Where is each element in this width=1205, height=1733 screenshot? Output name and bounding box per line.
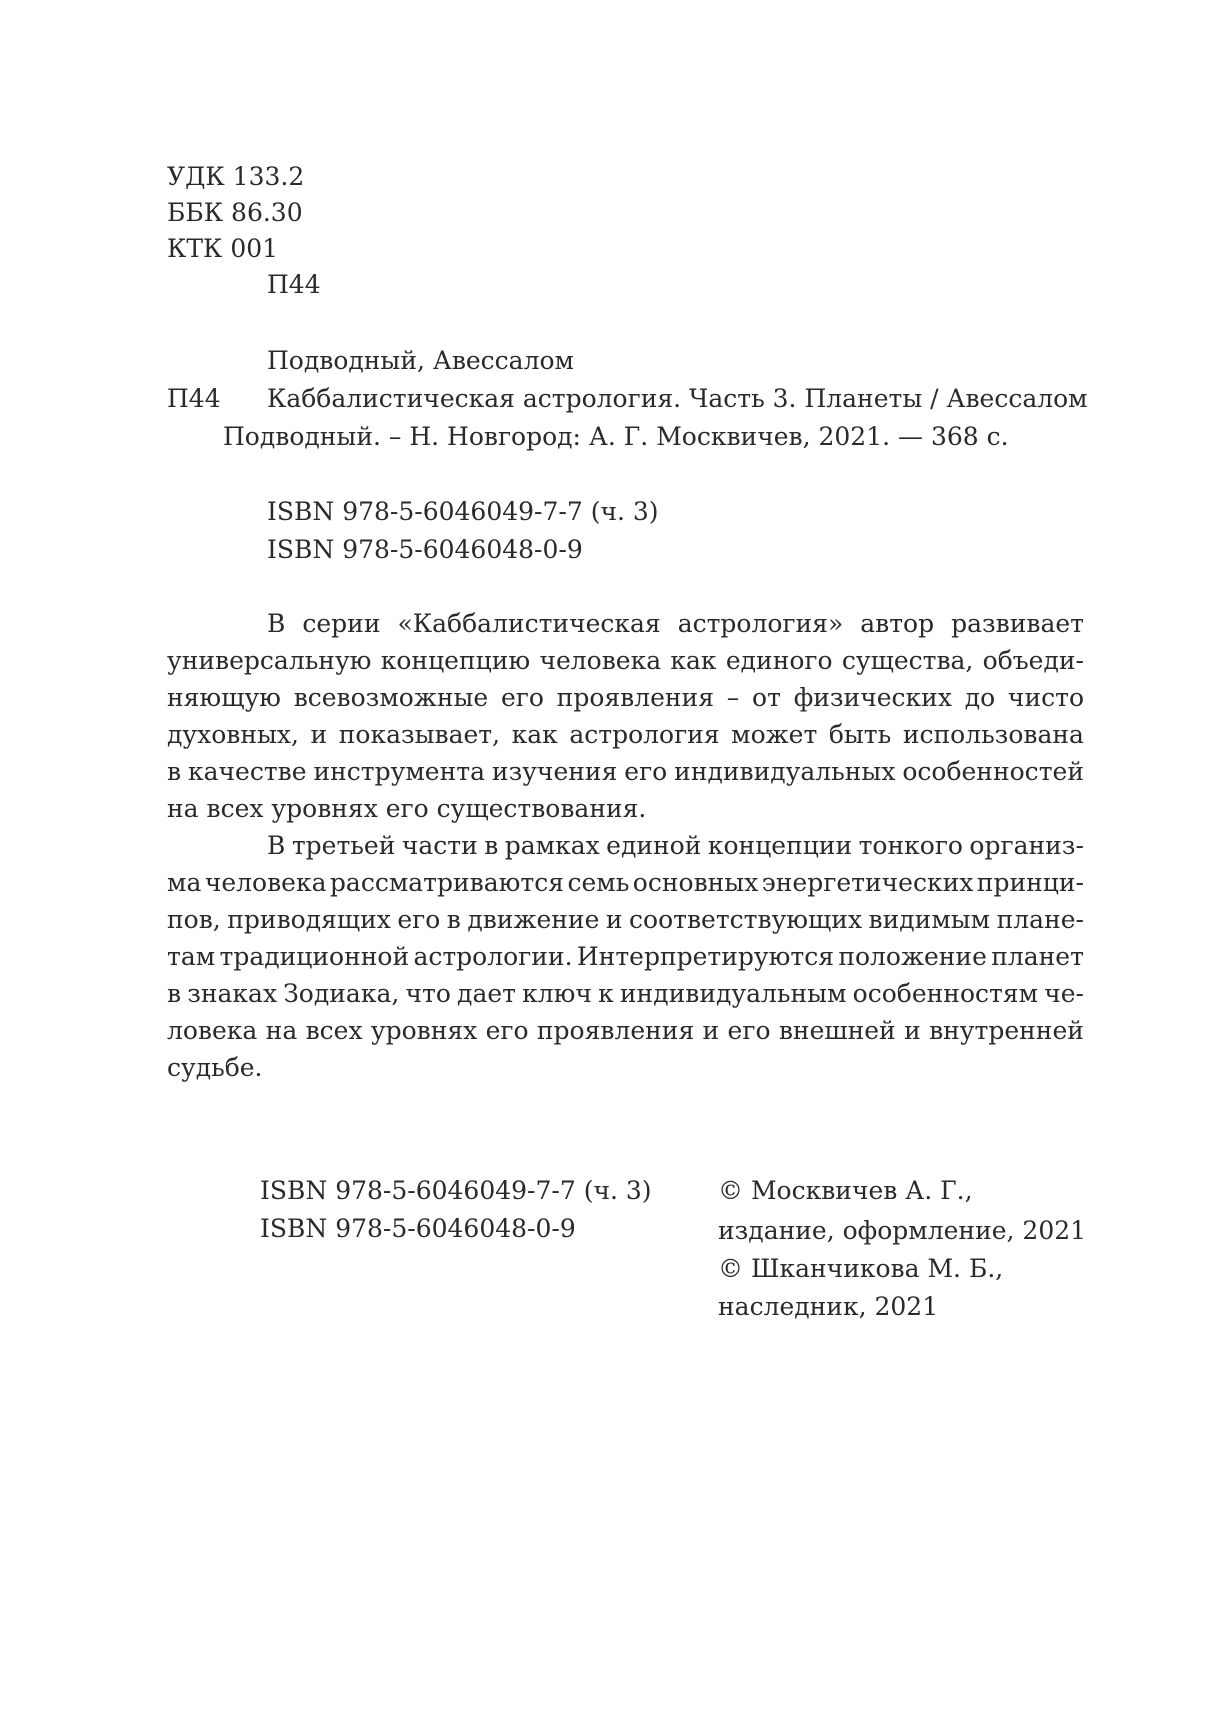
annotation-word: рассматриваются: [329, 868, 565, 897]
annotation-word: проявления: [556, 683, 714, 712]
annotation-word: от: [752, 683, 781, 712]
annotation-word: –: [726, 683, 740, 712]
annotation-word: «Каббалистическая: [397, 609, 661, 638]
annotation-word: видимым: [868, 905, 991, 934]
annotation-word: ма: [167, 868, 202, 897]
bib-mark: П44: [167, 384, 221, 413]
annotation-word: изучения: [491, 757, 618, 786]
annotation-word: и: [702, 1016, 720, 1045]
annotation-word: няющую: [167, 683, 281, 712]
annotation-line: [167, 1012, 1084, 1049]
annotation-word: индивидуальным: [619, 979, 847, 1008]
annotation-word: че-: [1044, 979, 1084, 1008]
annotation-word: Интерпретируются: [576, 942, 834, 971]
annotation-word: человека: [204, 868, 327, 897]
footer-isbn-1: ISBN 978-5-6046049-7-7 (ч. 3): [260, 1176, 652, 1205]
annotation-paragraph-1: [167, 605, 1084, 827]
annotation-word: внутренней: [929, 1016, 1084, 1045]
annotation-word: на: [265, 1016, 298, 1045]
annotation-word: судьбе.: [167, 1053, 263, 1082]
annotation-word: соответствующих: [629, 905, 863, 934]
annotation-line: [167, 864, 1084, 901]
annotation-line: [167, 827, 1084, 864]
copyright-publisher-detail: издание, оформление, 2021: [718, 1216, 1087, 1245]
annotation-word: и: [310, 720, 328, 749]
annotation-line: [167, 605, 1084, 642]
annotation-word: как: [511, 720, 558, 749]
annotation-line: [167, 790, 1084, 827]
annotation-word: использована: [902, 720, 1084, 749]
author-heading: Подводный, Авессалом: [267, 346, 574, 375]
annotation-word: его: [727, 1016, 771, 1045]
annotation-paragraph-2: [167, 827, 1084, 1086]
annotation-word: пов,: [167, 905, 221, 934]
ktk-code: КТК 001: [167, 234, 279, 263]
author-mark: П44: [267, 270, 321, 299]
annotation-word: автор: [860, 609, 935, 638]
annotation-word: плане-: [996, 905, 1084, 934]
annotation-word: традиционной: [219, 942, 410, 971]
annotation-line: [167, 901, 1084, 938]
annotation-word: основных: [632, 868, 759, 897]
copyright-publisher: © Москвичев А. Г.,: [718, 1176, 973, 1205]
annotation-word: организ-: [969, 831, 1084, 860]
annotation-line: [167, 679, 1084, 716]
annotation-word: качестве: [188, 757, 307, 786]
annotation-word: физических: [793, 683, 952, 712]
annotation-word: В: [267, 609, 286, 638]
annotation-word: может: [731, 720, 818, 749]
annotation-word: приводящих: [227, 905, 391, 934]
annotation-word: В: [267, 831, 286, 860]
copyright-heir-detail: наследник, 2021: [718, 1292, 939, 1321]
bbk-code: ББК 86.30: [167, 198, 303, 227]
annotation-word: концепции: [707, 831, 853, 860]
annotation-word: индивидуальных: [674, 757, 896, 786]
annotation-line: [167, 1049, 1084, 1086]
annotation-word: особенностей: [902, 757, 1084, 786]
annotation-word: чисто: [1007, 683, 1084, 712]
footer-isbn-2: ISBN 978-5-6046048-0-9: [260, 1214, 576, 1243]
copyright-heir: © Шканчикова М. Б.,: [718, 1254, 1004, 1283]
annotation-line: [167, 642, 1084, 679]
bib-title-line: Каббалистическая астрология. Часть 3. Планеты / Авессалом: [267, 384, 1088, 413]
annotation-word: универсальную: [167, 646, 372, 675]
annotation-line: [167, 716, 1084, 753]
udk-code: УДК 133.2: [167, 162, 305, 191]
annotation-word: развивает: [951, 609, 1084, 638]
annotation-word: третьей: [291, 831, 396, 860]
annotation-word: что: [405, 979, 451, 1008]
annotation-word: быть: [828, 720, 892, 749]
annotation-word: концепцию: [380, 646, 531, 675]
annotation-word: его: [397, 905, 441, 934]
annotation-word: серии: [302, 609, 381, 638]
annotation-word: его: [500, 683, 544, 712]
annotation-word: дает: [457, 979, 516, 1008]
annotation-word: движение: [467, 905, 600, 934]
annotation-word: тонкого: [858, 831, 963, 860]
annotation-word: к: [598, 979, 614, 1008]
annotation-word: духовных,: [167, 720, 299, 749]
annotation-word: особенностям: [852, 979, 1039, 1008]
annotation-word: знаках: [187, 979, 278, 1008]
annotation-word: в: [484, 831, 499, 860]
annotation-word: человека: [539, 646, 662, 675]
annotation-word: астрология»: [677, 609, 844, 638]
annotation-word: энергетических: [761, 868, 974, 897]
annotation-word: его: [485, 1016, 529, 1045]
annotation-word: астрология: [569, 720, 720, 749]
annotation-word: уровнях: [370, 1016, 478, 1045]
annotation-word: и: [605, 905, 623, 934]
annotation-word: в: [167, 757, 182, 786]
annotation-word: всех: [305, 1016, 363, 1045]
bib-isbn-1: ISBN 978-5-6046049-7-7 (ч. 3): [267, 497, 659, 526]
annotation-word: ключ: [522, 979, 592, 1008]
annotation-word: семь: [567, 868, 630, 897]
annotation-word: показывает,: [338, 720, 501, 749]
annotation-word: принци-: [976, 868, 1084, 897]
annotation-word: рамках: [504, 831, 600, 860]
annotation-word: единого: [725, 646, 833, 675]
annotation-word: до: [964, 683, 996, 712]
bib-imprint-line: Подводный. – Н. Новгород: А. Г. Москвичев, 2021. — 368 с.: [223, 422, 1009, 451]
annotation-word: ловека: [167, 1016, 258, 1045]
annotation-word: единой: [606, 831, 702, 860]
annotation-line: [167, 938, 1084, 975]
annotation-word: части: [401, 831, 478, 860]
annotation-word: внешней: [778, 1016, 896, 1045]
annotation-word: и: [904, 1016, 921, 1045]
annotation-word: там: [167, 942, 216, 971]
annotation-line: [167, 753, 1084, 790]
annotation-word: как: [670, 646, 717, 675]
annotation-word: инструмента: [313, 757, 485, 786]
annotation-word: существа,: [841, 646, 974, 675]
annotation-word: положение: [838, 942, 987, 971]
annotation-line: [167, 975, 1084, 1012]
annotation-word: проявления: [536, 1016, 695, 1045]
annotation-word: астрологии.: [413, 942, 573, 971]
annotation-word: в: [167, 979, 182, 1008]
annotation-word: объеди-: [982, 646, 1084, 675]
bib-isbn-2: ISBN 978-5-6046048-0-9: [267, 535, 583, 564]
annotation-word: его: [624, 757, 668, 786]
annotation-word: в: [446, 905, 461, 934]
annotation-word: всевозможные: [293, 683, 489, 712]
annotation-word: на всех уровнях его существования.: [167, 794, 647, 823]
annotation-word: планет: [991, 942, 1084, 971]
annotation-word: Зодиака,: [283, 979, 400, 1008]
